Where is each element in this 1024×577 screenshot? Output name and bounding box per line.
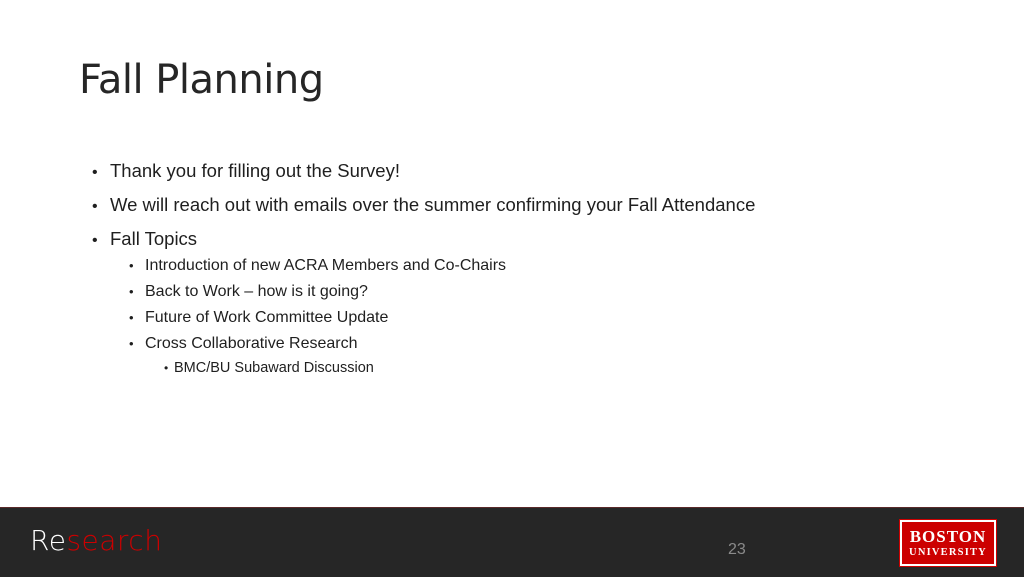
bullet-dot-icon: • <box>129 258 134 273</box>
sub-bullet-item <box>129 283 368 301</box>
sub-bullet-item <box>129 257 506 275</box>
bullet-item <box>92 228 197 250</box>
bullet-text: Introduction of new ACRA Members and Co-Chairs <box>145 257 507 274</box>
logo-prefix: Re <box>30 524 67 557</box>
bullet-dot-icon: • <box>92 198 98 215</box>
bullet-dot-icon: • <box>129 336 134 351</box>
slide-title: Fall Planning <box>79 57 324 103</box>
sub-bullet-item <box>129 335 358 353</box>
bullet-dot-icon: • <box>92 232 98 249</box>
bullet-dot-icon: • <box>164 361 169 375</box>
bullet-item <box>92 194 755 216</box>
page-number: 23 <box>728 541 746 558</box>
bullet-text: Cross Collaborative Research <box>145 335 358 352</box>
logo-line-1: BOSTON <box>909 526 987 546</box>
bullet-text: Fall Topics <box>110 228 198 249</box>
bullet-text: Back to Work – how is it going? <box>145 283 368 300</box>
logo-line-2: UNIVERSITY <box>909 546 987 558</box>
bullet-dot-icon: • <box>92 164 98 181</box>
research-logo <box>30 524 162 557</box>
bullet-text: Thank you for filling out the Survey! <box>110 160 400 181</box>
bullet-item <box>92 160 400 182</box>
bullet-text: BMC/BU Subaward Discussion <box>174 360 374 376</box>
footer-bar <box>0 507 1024 577</box>
bullet-text: Future of Work Committee Update <box>145 309 389 326</box>
logo-suffix: search <box>66 524 163 557</box>
sub-bullet-item <box>129 309 388 327</box>
bullet-dot-icon: • <box>129 310 134 325</box>
sub-sub-bullet-item <box>164 360 374 376</box>
bullet-dot-icon: • <box>129 284 134 299</box>
boston-university-logo <box>900 520 996 566</box>
bullet-text: We will reach out with emails over the summer confirming your Fall Attendance <box>110 194 756 215</box>
